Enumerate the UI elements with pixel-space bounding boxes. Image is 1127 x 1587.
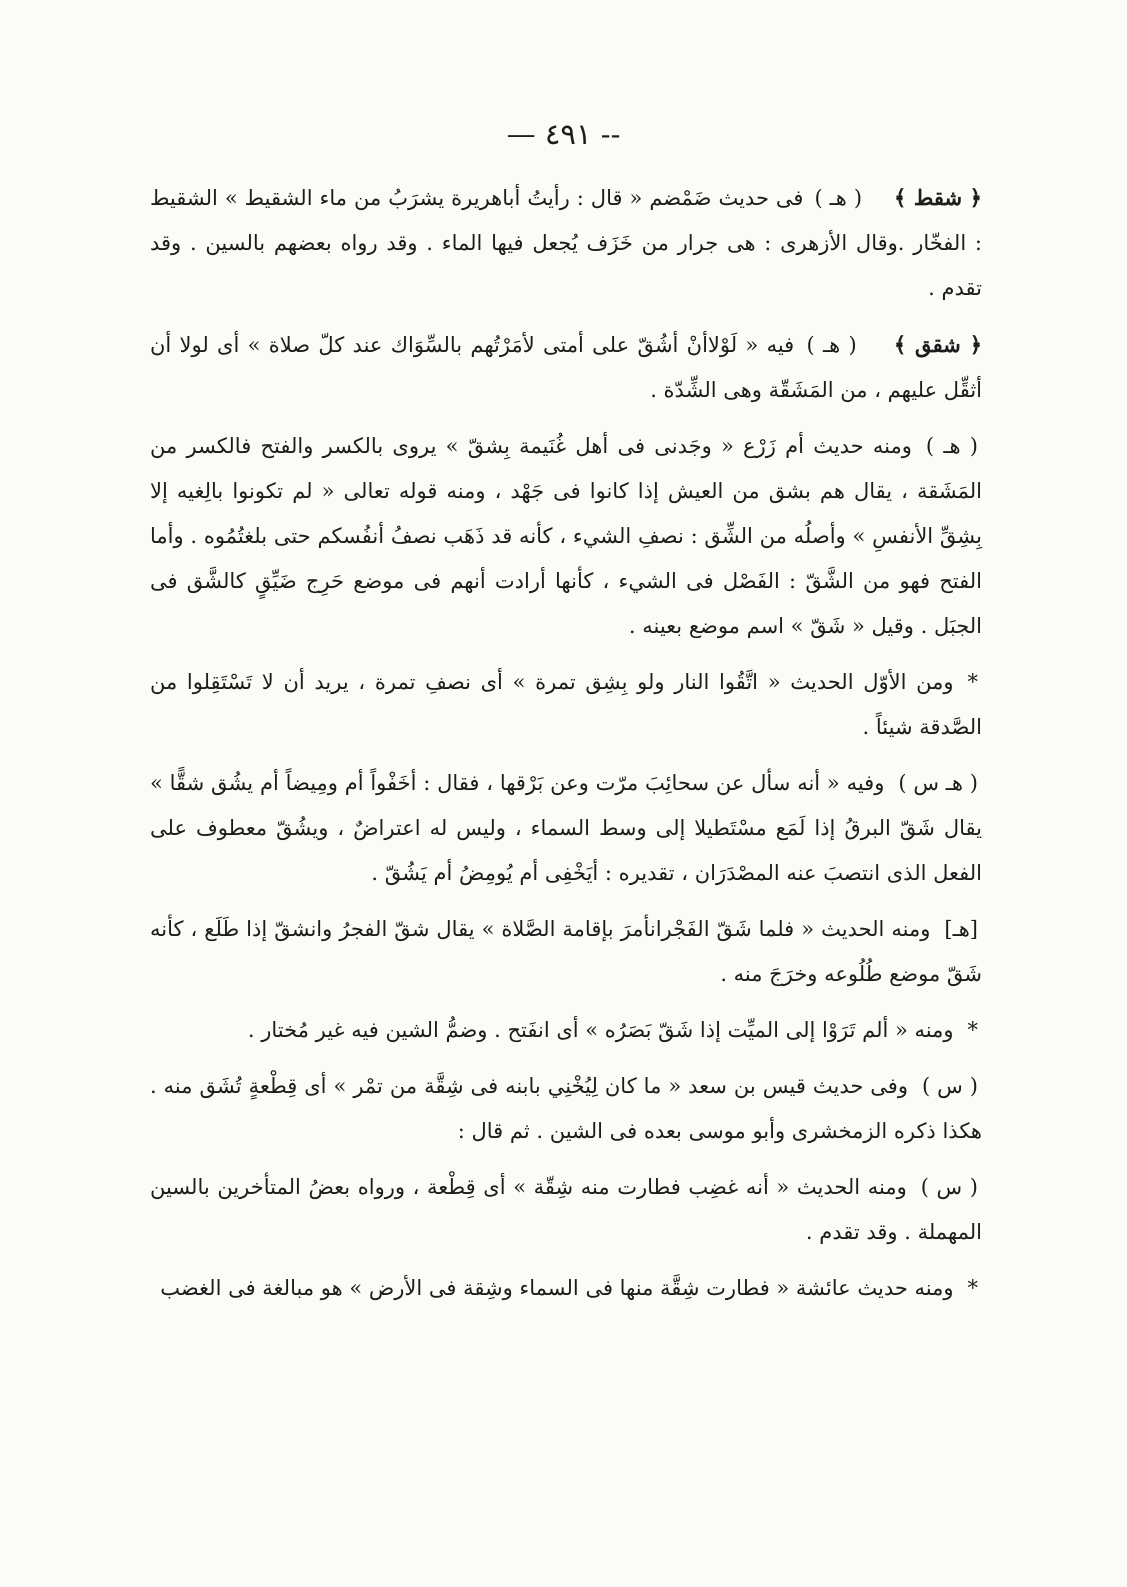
source-marker: ( هـ س ) — [898, 771, 978, 795]
source-marker: ( هـ ) — [925, 434, 979, 458]
headword: ﴿ شقط ﴾ — [893, 185, 982, 210]
entry-shaqat — [150, 175, 982, 311]
entry-text: ومنه حديث عائشة « فطارت شِقَّة منها فى السماء وشِقة فى الأرض » هو مبالغة فى الغضب — [160, 1276, 954, 1300]
entry-text: ومن الأوّل الحديث « اتَّقُوا النار ولو بِشِق تمرة » أى نصفِ تمرة ، يريد أن لا تَسْتَقِلوا من الصَّدقة شيئاً . — [150, 670, 982, 739]
source-marker: ( س ) — [922, 1074, 978, 1098]
source-marker: ( س ) — [920, 1175, 979, 1199]
entry-paragraph — [150, 1008, 982, 1053]
asterisk-marker: * — [967, 1276, 978, 1300]
source-marker: [هـ] — [944, 917, 978, 941]
text-body — [150, 175, 982, 1322]
entry-shaqaq — [150, 322, 982, 413]
entry-text: وفيه « أنه سأل عن سحائِبَ مرّت وعن بَرْقها ، فقال : أخَفْواً أم ومِيضاً أم يشُق شقًّا » يقال شَقّ البرقُ إذا لَمَع مسْتَطيلا إلى وسط السماء ، وليس له اعتراضٌ ، ويشُقّ معطوف على الفعل الذى انتصبَ عنه المصْدَرَان ، تقديره : أيَخْفِى أم يُومِضُ أم يَشُقّ . — [150, 771, 982, 885]
entry-paragraph — [150, 1165, 982, 1255]
source-marker: ( هـ ) — [814, 186, 863, 210]
entry-text: ومنه حديث أم زَرْع « وجَدنى فى أهل غُنَيمة بِشقّ » يروى بالكسر والفتح فالكسر من المَشَقة ، يقال هم بشق من العيش إذا كانوا فى جَهْد ، ومنه قوله تعالى « لم تكونوا بالِغيه إلا بِشِقِّ الأنفسِ » وأصلُه من الشِّق : نصفِ الشيء ، كأنه قد ذَهَب نصفُ أنفُسكم حتى بلغتُمُوه . وأما الفتح فهو من الشَّقّ : الفَصْل فى الشيء ، كأنها أرادت أنهم فى موضع حَرِج ضَيِّقٍ كالشَّق فى الجبَل . وقيل « شَقّ » اسم موضع بعينه . — [150, 434, 982, 638]
source-marker: ( هـ ) — [806, 333, 857, 357]
headword: ﴿ شقق ﴾ — [893, 332, 983, 357]
entry-paragraph — [150, 1064, 982, 1154]
entry-paragraph — [150, 907, 982, 997]
entry-paragraph — [150, 1266, 982, 1311]
entry-paragraph — [150, 660, 982, 750]
entry-text: ومنه « ألم تَرَوْا إلى الميِّت إذا شَقّ بَصَرُه » أى انفَتح . وضمُّ الشين فيه غير مُختار . — [247, 1018, 954, 1042]
asterisk-marker: * — [967, 670, 978, 694]
entry-paragraph — [150, 761, 982, 896]
asterisk-marker: * — [967, 1018, 978, 1042]
entry-text: وفى حديث قيس بن سعد « ما كان لِيُخْنِي بابنه فى شِقَّة من تمْر » أى قِطْعةٍ تُشَق منه . هكذا ذكره الزمخشرى وأبو موسى بعده فى الشين . ثم قال : — [150, 1074, 982, 1143]
entry-text: ومنه الحديث « أنه غضِب فطارت منه شِقّة » أى قِطْعة ، ورواه بعضُ المتأخرين بالسين المهملة . وقد تقدم . — [150, 1175, 982, 1244]
entry-paragraph — [150, 424, 982, 649]
entry-text: فى حديث ضَمْضم « قال : رأيتُ أباهريرة يشرَبُ من ماء الشقيط » الشقيط : الفخّار .وقال الأزهرى : هى جرار من خَزَف يُجعل فيها الماء . وقد رواه بعضهم بالسين . وقد تقدم . — [150, 186, 982, 300]
entry-text: فيه « لَوْلاأنْ أشُقّ على أمتى لأمَرْتُهم بالسِّوَاك عند كلّ صلاة » أى لولا أن أثقِّل عليهم ، من المَشَقّة وهى الشِّدّة . — [150, 333, 982, 402]
page-number: — ٤٩١ -- — [506, 117, 621, 151]
entry-text: ومنه الحديث « فلما شَقّ الفَجْرانأمرَ بإقامة الصَّلاة » يقال شقّ الفجرُ وانشقّ إذا طَلَع ، كأنه شَقّ موضع طُلُوعه وخرَجَ منه . — [150, 917, 982, 986]
